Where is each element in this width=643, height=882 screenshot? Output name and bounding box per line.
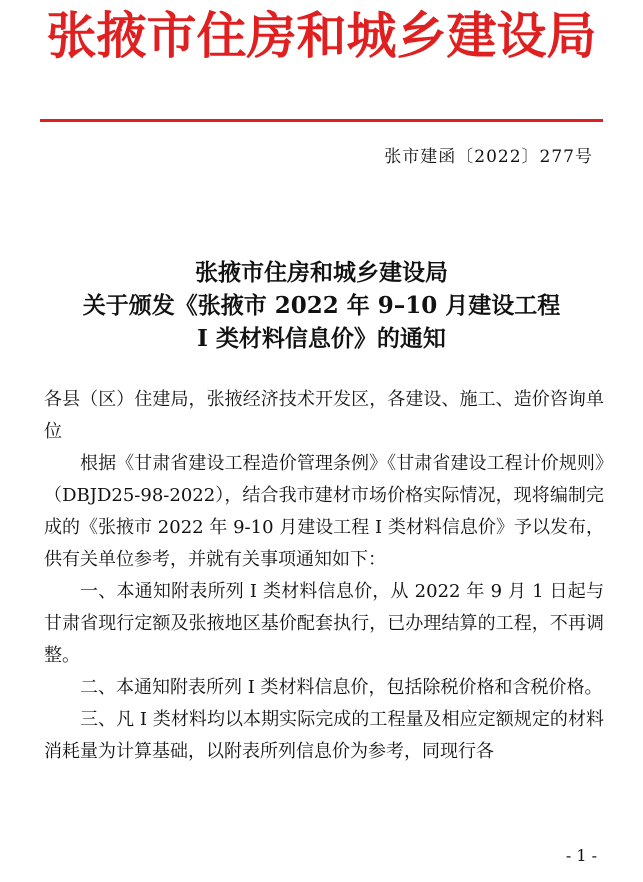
body-paragraph: 一、本通知附表所列 I 类材料信息价，从 2022 年 9 月 1 日起与甘肃省现行定额及张掖地区基价配套执行，已办理结算的工程，不再调整。 <box>44 581 604 666</box>
notice-title <box>0 256 643 355</box>
agency-letterhead-title: 张掖市住房和城乡建设局 <box>46 6 597 65</box>
body-paragraph: 三、凡 I 类材料均以本期实际完成的工程量及相应定额规定的材料消耗量为计算基础，以附表所列信息价为参考，同现行各 <box>44 709 604 762</box>
document-number: 张市建函〔2022〕277号 <box>384 147 593 167</box>
body-paragraph: 根据《甘肃省建设工程造价管理条例》《甘肃省建设工程计价规则》（DBJD25-98-2022），结合我市建材市场价格实际情况，现将编制完成的《张掖市 2022 年 9-10 月建设工程 I 类材料信息价》予以发布，供有关单位参考，并就有关事项通知如下： <box>44 453 604 570</box>
body-paragraph: 二、本通知附表所列 I 类材料信息价，包括除税价格和含税价格。 <box>80 677 603 698</box>
page-number: - 1 - <box>565 846 597 865</box>
notice-title-line-2: 关于颁发《张掖市 2022 年 9–10 月建设工程 <box>82 292 561 319</box>
notice-title-line-1: 张掖市住房和城乡建设局 <box>195 259 448 286</box>
notice-title-line-3: I 类材料信息价》的通知 <box>197 325 446 352</box>
recipients-paragraph: 各县（区）住建局，张掖经济技术开发区，各建设、施工、造价咨询单位 <box>44 389 604 442</box>
letterhead-red-divider <box>40 119 603 122</box>
notice-body <box>44 384 604 768</box>
